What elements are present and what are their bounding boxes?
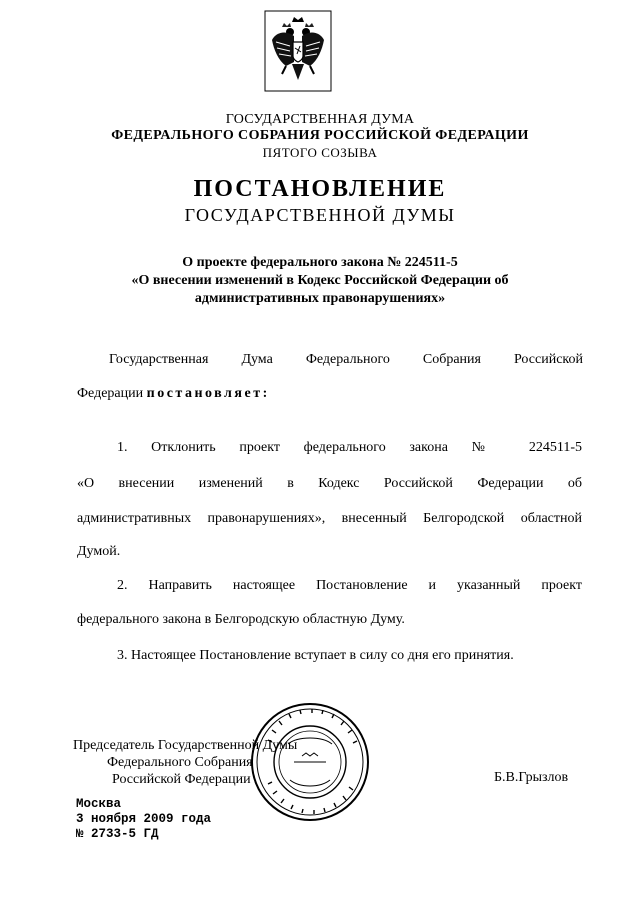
item-1-line-2: «О внесении изменений в Кодекс Российской Федерации об [77, 476, 582, 491]
subject-line-2: «О внесении изменений в Кодекс Российской Федерации об [131, 273, 509, 288]
footer-city: Москва [76, 797, 122, 811]
item-2-line-1: 2. Направить настоящее Постановление и указанный проект [117, 578, 582, 593]
preamble-federation: Федерации [77, 386, 144, 401]
item-1-line-4: Думой. [77, 544, 121, 559]
signatory-title-line-2: Федерального Собрания [107, 755, 253, 770]
document-subtitle: ГОСУДАРСТВЕННОЙ ДУМЫ [184, 205, 456, 225]
preamble-line-1: Государственная Дума Федерального Собрания Российской [109, 352, 583, 367]
item-3-line-1: 3. Настоящее Постановление вступает в силу со дня его принятия. [117, 648, 514, 663]
coat-of-arms-icon [264, 10, 332, 92]
footer-date: 3 ноября 2009 года [76, 812, 212, 826]
item-1-line-1: 1. Отклонить проект федерального закона № 224511-5 [117, 440, 582, 455]
signatory-name: Б.В.Грызлов [494, 770, 569, 785]
preamble-line-2 [77, 386, 270, 402]
item-2-line-2: федерального закона в Белгородскую областную Думу. [77, 612, 405, 627]
subject-line-1: О проекте федерального закона № 224511-5 [182, 255, 458, 270]
footer-number: № 2733-5 ГД [76, 827, 159, 841]
subject-line-3: административных правонарушениях» [194, 291, 446, 306]
document-title: ПОСТАНОВЛЕНИЕ [193, 176, 447, 202]
org-line-3: ПЯТОГО СОЗЫВА [262, 145, 378, 160]
signatory-title-line-3: Российской Федерации [112, 772, 251, 787]
org-line-1: ГОСУДАРСТВЕННАЯ ДУМА [225, 112, 415, 127]
org-line-2: ФЕДЕРАЛЬНОГО СОБРАНИЯ РОССИЙСКОЙ ФЕДЕРАЦИИ [111, 128, 529, 143]
signatory-title-line-1: Председатель Государственной Думы [73, 738, 298, 753]
item-1-line-3: административных правонарушениях», внесенный Белгородской областной [77, 511, 582, 526]
official-stamp-icon [248, 700, 372, 824]
decree-keyword: постановляет: [146, 386, 270, 401]
